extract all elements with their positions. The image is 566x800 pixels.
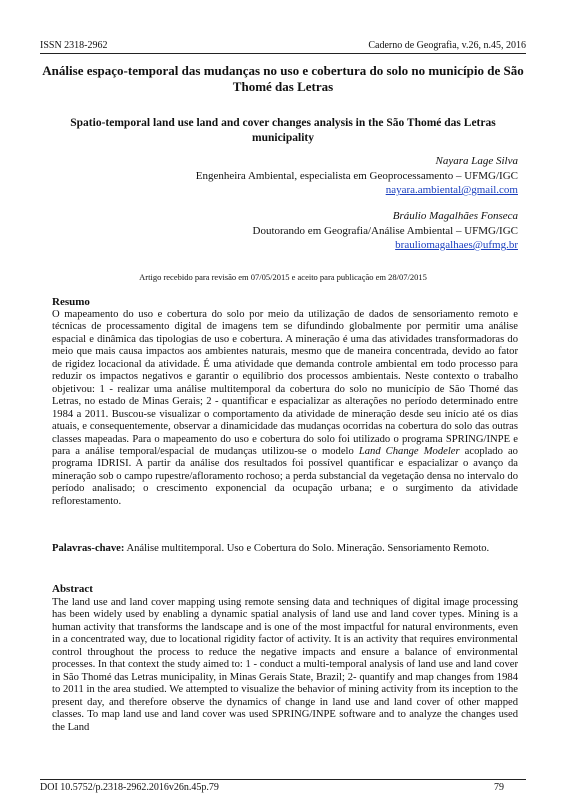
- title-portuguese: Análise espaço-temporal das mudanças no uso e cobertura do solo no município de São Thomé das Letras: [42, 63, 524, 94]
- received-note: Artigo recebido para revisão em 07/05/2015 e aceito para publicação em 28/07/2015: [139, 272, 427, 282]
- running-header: [40, 39, 526, 54]
- author-email-link[interactable]: brauliomagalhaes@ufmg.br: [395, 239, 518, 251]
- resumo-text-italic: Land Change Modeler: [358, 445, 460, 457]
- page-number: 79: [494, 782, 504, 793]
- resumo-text-part2: acoplado ao programa IDRISI. A partir da análise dos resultados foi possível quantificar e espacializar o avanço da mineração sob o campo rupestre/afloramento rochoso; a perda substancial da vegetação densa no intervalo do período analisado; o crescimento exponencial da ocupação urbana; e o surgimento da atividade reflorestamento.: [52, 445, 518, 507]
- page-footer: [40, 779, 526, 796]
- author-affiliation: Engenheira Ambiental, especialista em Geoprocessamento – UFMG/IGC: [195, 169, 518, 182]
- abstract-text: The land use and land cover mapping using remote sensing data and techniques of digital image processing has been widely used by enabling a dynamic spatial analysis of land use and land cover types. Mining is a human activity that transforms the landscape and is one of the most impactful for natural environments, even in a concentrated way, due to locational rigidity factor of activity. It is an activity that requires environmental control throughout the process to reduce the negative impacts and ensure a balance of environmental processes. In that context the study aimed to: 1 - conduct a multi-temporal analysis of land use and land cover in São Thomé das Letras municipality, in Minas Gerais State, Brazil; 2- quantify and map changes from 1984 to 2011 in the area studied. We attempted to visualize the behavior of mining activity from its inception to the present day, and therefore observe the dynamics of change in land use and land cover of other mapped classes. To map land use and land cover was used SPRING/INPE software and to analyze the changes used the Land: [52, 597, 518, 733]
- resumo-text-part1: O mapeamento do uso e cobertura do solo por meio da utilização de dados de sensoriamento remoto e técnicas de processamento digital de imagens tem se difundindo globalmente por permitir uma análise espacial e dinâmica das tipologias de uso e cobertura. A mineração é uma das atividades transformadoras do meio que mais causa impactos aos ambientes naturais, mesmo que de maneira concentrada, devido ao fator de rigidez locacional da atividade. É uma atividade que demanda controle ambiental em todo processo para reduzir os impactos negativos e garantir o equilíbrio dos processos ambientais. Neste contexto o trabalho objetivou: 1 - realizar uma análise multitemporal da cobertura do solo no município de São Thomé das Letras, no estado de Minas Gerais; 2 - quantificar e espacializar as alterações no período determinado entre 1984 a 2011. Buscou-se visualizar o comportamento da atividade de mineração desde seu início até os dias atuais, e consequentemente, observar a dinamicidade das mudanças ocorridas na cobertura do solo das outras classes mapeadas. Para o mapeamento do uso e cobertura do solo foi utilizado o programa SPRING/INPE e para a análise temporal/espacial de mudanças utilizou-se o modelo: [52, 309, 518, 457]
- keywords: [52, 543, 518, 556]
- author-block-2: [253, 209, 518, 253]
- doi: DOI 10.5752/p.2318-2962.2016v26n.45p.79: [40, 782, 219, 793]
- resumo-heading: Resumo: [52, 296, 90, 308]
- author-block-1: [196, 154, 518, 198]
- resumo-text: [52, 309, 518, 508]
- author-email-link[interactable]: nayara.ambiental@gmail.com: [385, 184, 518, 196]
- author-affiliation: Doutorando em Geografia/Análise Ambiental – UFMG/IGC: [252, 224, 518, 237]
- journal-citation: Caderno de Geografia, v.26, n.45, 2016: [368, 40, 526, 51]
- title-english: Spatio-temporal land use land and cover changes analysis in the São Thomé das Letras municipality: [70, 117, 496, 144]
- author-name: Bráulio Magalhães Fonseca: [392, 210, 518, 222]
- issn: ISSN 2318-2962: [40, 40, 108, 51]
- keywords-label: Palavras-chave:: [52, 543, 125, 554]
- author-name: Nayara Lage Silva: [435, 155, 518, 167]
- keywords-text: Análise multitemporal. Uso e Cobertura do Solo. Mineração. Sensoriamento Remoto.: [124, 543, 490, 554]
- abstract-heading: Abstract: [52, 583, 93, 595]
